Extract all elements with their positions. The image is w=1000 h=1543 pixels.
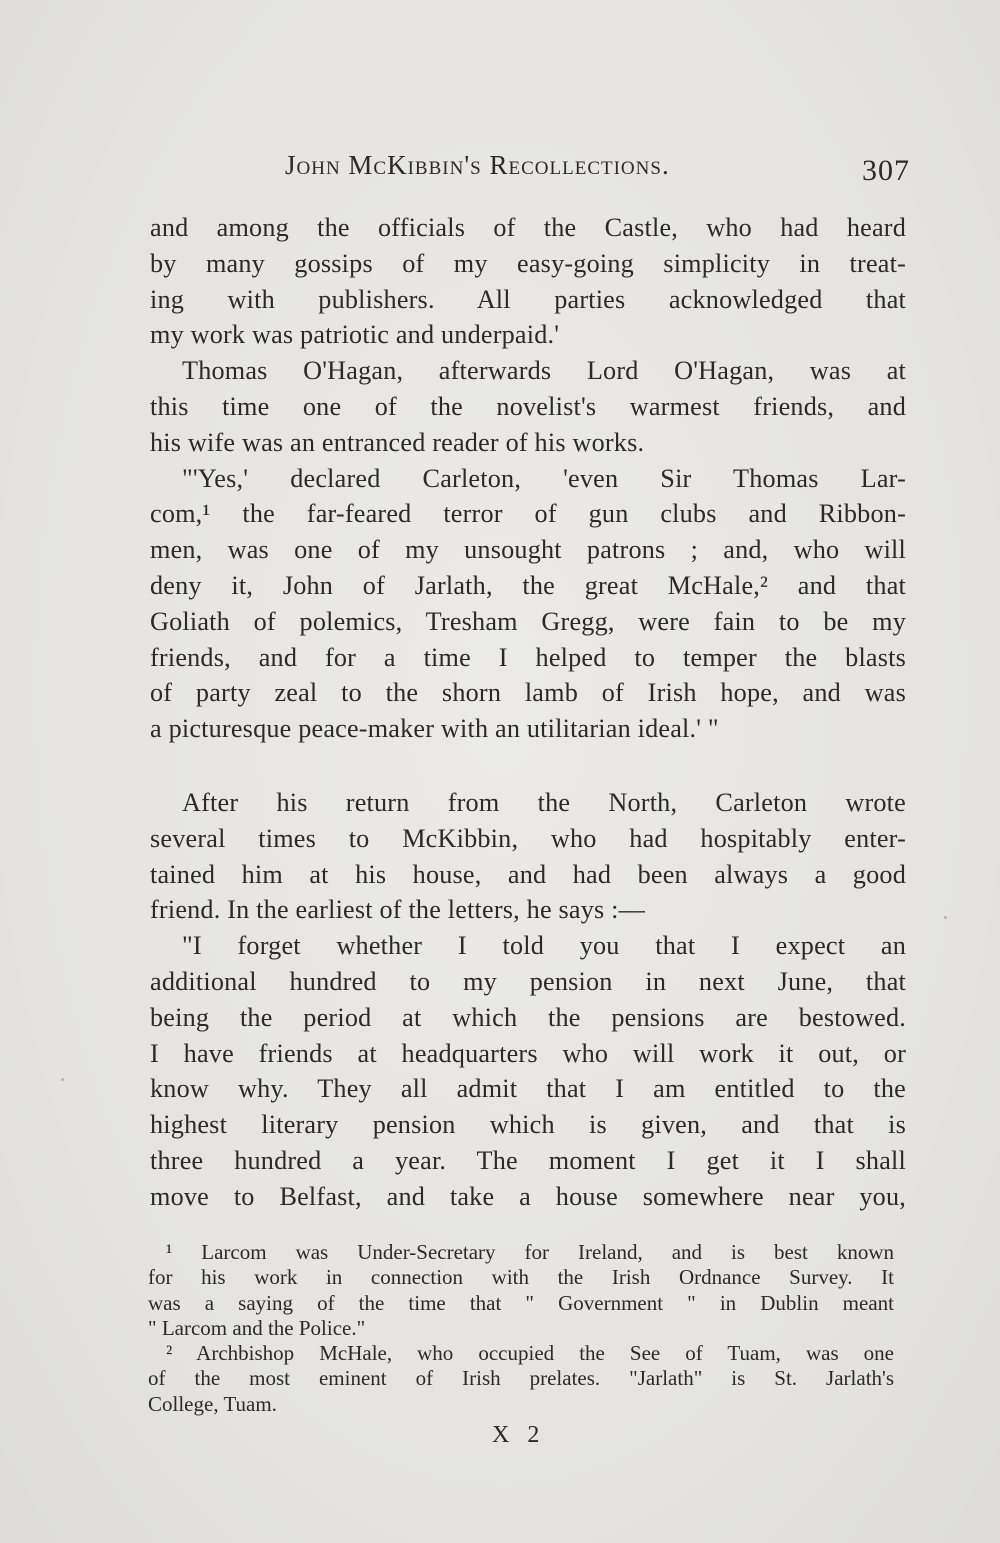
text-line: I have friends at headquarters who will work it out, or bbox=[150, 1038, 906, 1068]
text-line: move to Belfast, and take a house somewhere near you, bbox=[150, 1181, 906, 1211]
text-line: this time one of the novelist's warmest friends, and bbox=[150, 391, 906, 421]
footnote-line: of the most eminent of Irish prelates. "Jarlath" is St. Jarlath's bbox=[148, 1366, 894, 1391]
footnote-line: " Larcom and the Police." bbox=[148, 1315, 366, 1340]
text-line: several times to McKibbin, who had hospitably enter- bbox=[150, 823, 906, 853]
paper-speck bbox=[61, 1078, 64, 1081]
text-line: com,¹ the far-feared terror of gun clubs and Ribbon- bbox=[150, 499, 906, 529]
text-line: Goliath of polemics, Tresham Gregg, were fain to be my bbox=[150, 606, 906, 636]
text-line: a picturesque peace-maker with an utilitarian ideal.' " bbox=[150, 714, 719, 744]
text-line: "'Yes,' declared Carleton, 'even Sir Thomas Lar- bbox=[182, 463, 906, 493]
footnote-line: was a saying of the time that " Government " in Dublin meant bbox=[148, 1290, 894, 1315]
text-line: highest literary pension which is given, and that is bbox=[150, 1110, 906, 1140]
footnote-line: ¹ Larcom was Under-Secretary for Ireland, and is best known bbox=[166, 1240, 894, 1264]
text-line: friend. In the earliest of the letters, he says :— bbox=[150, 895, 646, 925]
text-line: Thomas O'Hagan, afterwards Lord O'Hagan, was at bbox=[182, 356, 906, 386]
running-title: John McKibbin's Recollections. bbox=[285, 150, 670, 180]
text-line: friends, and for a time I helped to temper the blasts bbox=[150, 642, 906, 672]
text-line: After his return from the North, Carleton wrote bbox=[182, 787, 906, 817]
text-line: three hundred a year. The moment I get it I shall bbox=[150, 1145, 906, 1175]
text-line: "I forget whether I told you that I expect an bbox=[182, 931, 906, 961]
text-line: my work was patriotic and underpaid.' bbox=[150, 320, 560, 350]
text-line: of party zeal to the shorn lamb of Irish hope, and was bbox=[150, 678, 906, 708]
footnote-line: College, Tuam. bbox=[148, 1391, 277, 1416]
text-line: his wife was an entranced reader of his works. bbox=[150, 427, 645, 457]
text-line: by many gossips of my easy-going simplicity in treat- bbox=[150, 248, 906, 278]
text-line: ing with publishers. All parties acknowledged that bbox=[150, 284, 906, 314]
signature-mark: X 2 bbox=[492, 1422, 546, 1448]
text-line: tained him at his house, and had been always a good bbox=[150, 859, 906, 889]
footnote-line: for his work in connection with the Irish Ordnance Survey. It bbox=[148, 1265, 894, 1290]
body-text bbox=[150, 210, 906, 1215]
section-break bbox=[150, 747, 906, 785]
footnotes bbox=[148, 1240, 894, 1417]
footnote-line: ² Archbishop McHale, who occupied the See of Tuam, was one bbox=[166, 1341, 894, 1366]
text-line: and among the officials of the Castle, who had heard bbox=[150, 213, 906, 242]
text-line: men, was one of my unsought patrons ; and, who will bbox=[150, 535, 906, 565]
page-number: 307 bbox=[862, 154, 910, 187]
text-line: know why. They all admit that I am entitled to the bbox=[150, 1074, 906, 1104]
text-line: deny it, John of Jarlath, the great McHale,² and that bbox=[150, 570, 906, 600]
paper-speck bbox=[944, 916, 947, 919]
page-header bbox=[150, 150, 910, 190]
text-line: being the period at which the pensions are bestowed. bbox=[150, 1002, 906, 1032]
text-line: additional hundred to my pension in next June, that bbox=[150, 966, 906, 996]
